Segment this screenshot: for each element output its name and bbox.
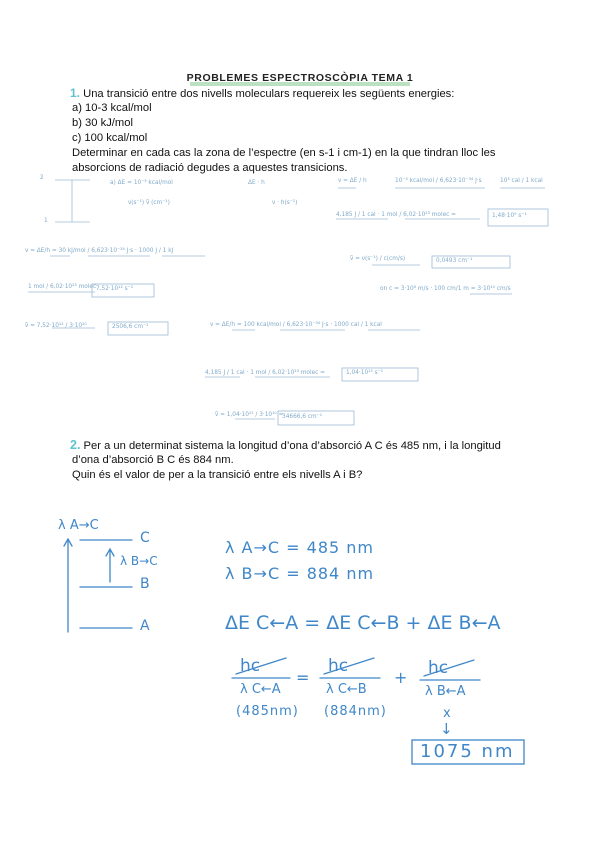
value-884: (884nm) — [324, 704, 387, 719]
note-c-nu: ν = ΔE/h = 100 kcal/mol / 6,623·10⁻³⁴ J·s · 1000 cal / 1 kcal — [210, 322, 382, 328]
problem-2-line-2: d’ona d’absorció B C és 884 nm. — [72, 454, 234, 466]
page-title: PROBLEMES ESPECTROSCÒPIA TEMA 1 — [186, 72, 414, 84]
problem-2-line-1: Per a un determinat sistema la longitud d’ona d’absorció A C és 485 nm, i la longitud — [83, 440, 501, 452]
final-result: 1075 nm — [420, 741, 515, 762]
problem-2-number: 2. — [70, 438, 81, 452]
lambda-ca: λ C←A — [240, 682, 281, 697]
note-c-conv2: 4,185 J / 1 cal · 1 mol / 6,02·10²³ molec = — [205, 370, 326, 376]
note-a-energy: a) ΔE = 10⁻³ kcal/mol — [110, 180, 173, 186]
arrow-down-icon: ↓ — [440, 720, 453, 738]
eq-lambda-bc: λ B→C = 884 nm — [225, 564, 375, 583]
note-wn-b: ν̃ = 7,52·10¹² / 3·10¹⁰ — [25, 323, 87, 329]
label-lambda-bc: λ B→C — [120, 554, 158, 568]
level-b-label: B — [140, 576, 150, 592]
label-lambda-ac: λ A→C — [58, 518, 99, 533]
hc-numerator-2: hc — [328, 656, 349, 676]
problem-1-text: Una transició entre dos nivells moleculars requereix les següents energies: — [83, 88, 455, 100]
value-485: (485nm) — [236, 704, 299, 719]
note-units: ν(s⁻¹) ν̃ (cm⁻¹) — [128, 200, 170, 206]
lambda-cb: λ C←B — [326, 682, 367, 697]
note-b-mol: 1 mol / 6,02·10²³ molec — [28, 284, 97, 290]
problem-1-number: 1. — [70, 86, 81, 100]
result-a-cm: 0,0493 cm⁻¹ — [436, 258, 473, 264]
option-c: c) 100 kcal/mol — [72, 132, 148, 144]
note-nu-def: ν · h(s⁻¹) — [272, 200, 298, 206]
level-c-label: C — [140, 530, 150, 546]
option-a: a) 10-3 kcal/mol — [72, 102, 152, 114]
note-c-conv: on c = 3·10⁸ m/s · 100 cm/1 m = 3·10¹⁰ cm/s — [380, 286, 511, 292]
unknown-x: x — [443, 706, 451, 721]
result-c-s: 1,04·10¹⁵ s⁻¹ — [346, 370, 384, 376]
level-a-label: A — [140, 618, 150, 634]
result-b-cm: 2506,6 cm⁻¹ — [112, 324, 149, 330]
note-level-1: 1 — [44, 218, 48, 224]
note-nu-conv: 10³ cal / 1 kcal — [500, 178, 543, 184]
lambda-ba: λ B←A — [425, 684, 466, 699]
note-b-nu: ν = ΔE/h = 30 kJ/mol / 6,623·10⁻³⁴ J·s · 1000 J / 1 kJ — [25, 248, 174, 254]
note-nu-eq1: ν = ΔE / h — [338, 178, 367, 184]
option-b: b) 30 kJ/mol — [72, 117, 133, 129]
note-wavenumber: ν̃ = ν(s⁻¹) / c(cm/s) — [350, 256, 406, 262]
question-line-1: Determinar en cada cas la zona de l’espectre (en s-1 i cm-1) en la que tindran lloc les — [72, 147, 496, 159]
hc-numerator-3: hc — [428, 658, 449, 678]
question-line-2: absorcions de radiació degudes a aquestes transicions. — [72, 162, 348, 174]
note-nu-eq2: 4,185 J / 1 cal · 1 mol / 6,02·10²³ molec = — [336, 212, 457, 218]
note-wn-c: ν̃ = 1,04·10¹⁵ / 3·10¹⁰ = — [215, 412, 284, 418]
equals-sign: = — [296, 668, 310, 687]
note-level-2: 2 — [40, 175, 44, 181]
result-b-s: 7,52·10¹² s⁻¹ — [96, 286, 134, 292]
problem-2-line-3: Quin és el valor de per a la transició entre els nivells A i B? — [72, 469, 363, 481]
result-a-s: 1,48·10⁹ s⁻¹ — [492, 213, 527, 219]
hc-numerator-1: hc — [240, 656, 261, 676]
note-de-h: ΔE · h — [248, 180, 265, 186]
eq-lambda-ac: λ A→C = 485 nm — [225, 538, 375, 557]
result-c-cm: 34666,6 cm⁻¹ — [282, 414, 323, 420]
plus-sign: + — [394, 668, 408, 687]
delta-e-equation: ΔE C←A = ΔE C←B + ΔE B←A — [225, 612, 501, 634]
note-nu-frac: 10⁻³ kcal/mol / 6,623·10⁻³⁴ J·s — [395, 178, 482, 184]
